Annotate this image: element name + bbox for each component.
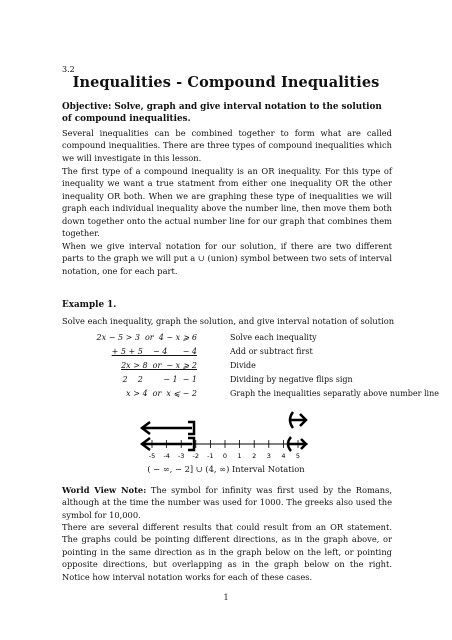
step-math: x > 4 or x ⩽ − 2 xyxy=(126,389,197,398)
tick-label: 5 xyxy=(295,452,301,460)
step-row xyxy=(62,361,402,375)
step-row xyxy=(62,375,402,389)
step-description: Divide xyxy=(230,361,256,370)
solution-steps xyxy=(62,333,439,403)
tick-label: 2 xyxy=(252,452,257,460)
step-math: 2 2 − 1 − 1 xyxy=(122,375,197,384)
paragraph-or-results: There are several different results that could result from an OR statement. The graphs could be pointing different directions, as in the graph above, or pointing in the same direction as in the graph below on the left, or pointing opposite directions, but overlapping as in the graph below on the right. Notice how interval notation works for each of these cases. xyxy=(62,522,392,582)
tick-label: 3 xyxy=(266,452,271,460)
section-number: 3.2 xyxy=(62,65,75,74)
tick-label: -3 xyxy=(177,452,185,460)
example-instruction: Solve each inequality, graph the solution, and give interval notation of solution xyxy=(62,316,395,326)
tick-label: -2 xyxy=(192,452,200,460)
world-view-text: The symbol for infinity was first used by the Romans, although at the time the number was used for 1000. The greeks also used the symbol for 10,000. xyxy=(62,485,392,520)
tick-label: -1 xyxy=(207,452,214,460)
step-row xyxy=(62,333,402,347)
left-ray-above xyxy=(142,422,194,434)
number-line-graph xyxy=(138,410,318,460)
step-description: Dividing by negative flips sign xyxy=(230,375,353,384)
example-title: Example 1. xyxy=(62,300,117,310)
objective: Objective: Solve, graph and give interval notation to the solution of compound inequalities. xyxy=(62,102,382,125)
paragraph-union: When we give interval notation for our solution, if there are two different parts to the graph we will put a ∪ (union) symbol between two sets of interval notation, one for each part. xyxy=(62,241,392,276)
tick-label: -5 xyxy=(148,452,156,460)
step-row xyxy=(62,389,439,403)
tick-label: 0 xyxy=(222,452,228,460)
step-row xyxy=(62,347,402,361)
interval-notation: ( − ∞, − 2] ∪ (4, ∞) Interval Notation xyxy=(147,464,305,474)
step-description: Add or subtract first xyxy=(230,347,313,356)
left-ray-on-line xyxy=(142,438,194,450)
world-view-label: World View Note: xyxy=(62,485,147,495)
right-ray-on-line xyxy=(288,437,306,451)
right-ray-above xyxy=(290,412,306,428)
step-description: Solve each inequality xyxy=(230,333,317,342)
paragraph-intro: Several inequalities can be combined together to form what are called compound inequalities. There are three types of compound inequalities which we will investigate in this lesson. xyxy=(62,128,392,163)
step-math: 2x − 5 > 3 or 4 − x ⩾ 6 xyxy=(96,333,197,342)
step-math: + 5 + 5 − 4 − 4 xyxy=(111,347,197,356)
world-view-note xyxy=(62,484,392,521)
page-number: 1 xyxy=(223,593,229,602)
step-math: 2x > 8 or − x ⩾ 2 xyxy=(121,361,197,370)
tick-label: 4 xyxy=(281,452,286,460)
tick-label: -4 xyxy=(163,452,170,460)
tick-label: 1 xyxy=(237,452,242,460)
page-title: Inequalities - Compound Inequalities xyxy=(72,74,380,91)
step-description: Graph the inequalities separatly above number line xyxy=(230,389,439,398)
paragraph-or-inequality: The first type of a compound inequality is an OR inequality. For this type of inequality we want a true statment from either one inequality OR the other inequality OR both. When we are graphing these type of inequalities we will graph each individual inequality above the number line, then move them both down together onto the actual number line for our graph that combines them together. xyxy=(62,166,392,239)
